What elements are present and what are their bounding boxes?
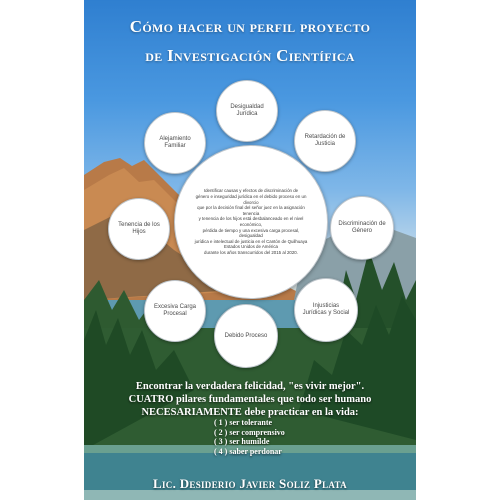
quote-line-2: CUATRO pilares fundamentales que todo ser humano	[128, 394, 372, 405]
title-line-1: Cómo hacer un perfil proyecto	[129, 17, 371, 36]
bubble-top: Desigualdad Jurídica	[216, 80, 278, 142]
bubble-top-left: Alejamiento Familiar	[144, 112, 206, 174]
center-circle	[174, 145, 328, 299]
quote-line-1: Encontrar la verdadera felicidad, "es vivir mejor".	[135, 381, 365, 392]
center-text-line: jurídica e intelectual de justicia en el Cantón de Quilhuaya	[194, 238, 308, 244]
pillar-item: ( 2 ) ser comprensivo	[214, 427, 285, 437]
center-text-line: Estados Unidos de América	[224, 244, 278, 250]
pillar-item: ( 4 ) saber perdonar	[214, 446, 282, 456]
title-line-2: de Investigación Científica	[145, 46, 355, 65]
bubble-top-right: Retardación de Justicia	[294, 110, 356, 172]
center-text-line: pérdida de tiempo y una excesiva carga procesal, desigualdad	[202, 227, 300, 239]
pillar-item: ( 3 ) ser humilde	[214, 437, 270, 446]
pillars-list	[214, 418, 285, 456]
bubble-bottom-right: Injusticias Jurídicas y Social	[294, 278, 358, 342]
quote-line-3: NECESARIAMENTE debe practicar en la vida:	[141, 407, 359, 418]
bubble-right: Discriminación de Género	[330, 196, 394, 260]
bubble-bottom-left: Excesiva Carga Procesal	[144, 280, 206, 342]
center-text-line: Identificar causas y efectos de discriminación de	[203, 188, 299, 194]
center-text-line: género e inseguridad jurídica en el debido proceso en un divorcio	[195, 194, 307, 205]
book-cover	[84, 0, 416, 500]
center-text-line: que por la decisión final del señor juez en la asignación tenencia	[197, 205, 305, 216]
bubble-bottom: Debido Proceso	[214, 304, 278, 368]
pillar-item: ( 1 ) ser tolerante	[214, 418, 273, 427]
bubble-left: Tenencia de los Hijos	[108, 198, 170, 260]
author-name: Lic. Desiderio Javier Soliz Plata	[153, 476, 347, 491]
center-text-line: y tenencia de los hijos está desbalanceado en el nivel económico,	[198, 216, 304, 227]
center-text-line: durante los años transcurridos del 2015 al 2020.	[204, 249, 298, 255]
